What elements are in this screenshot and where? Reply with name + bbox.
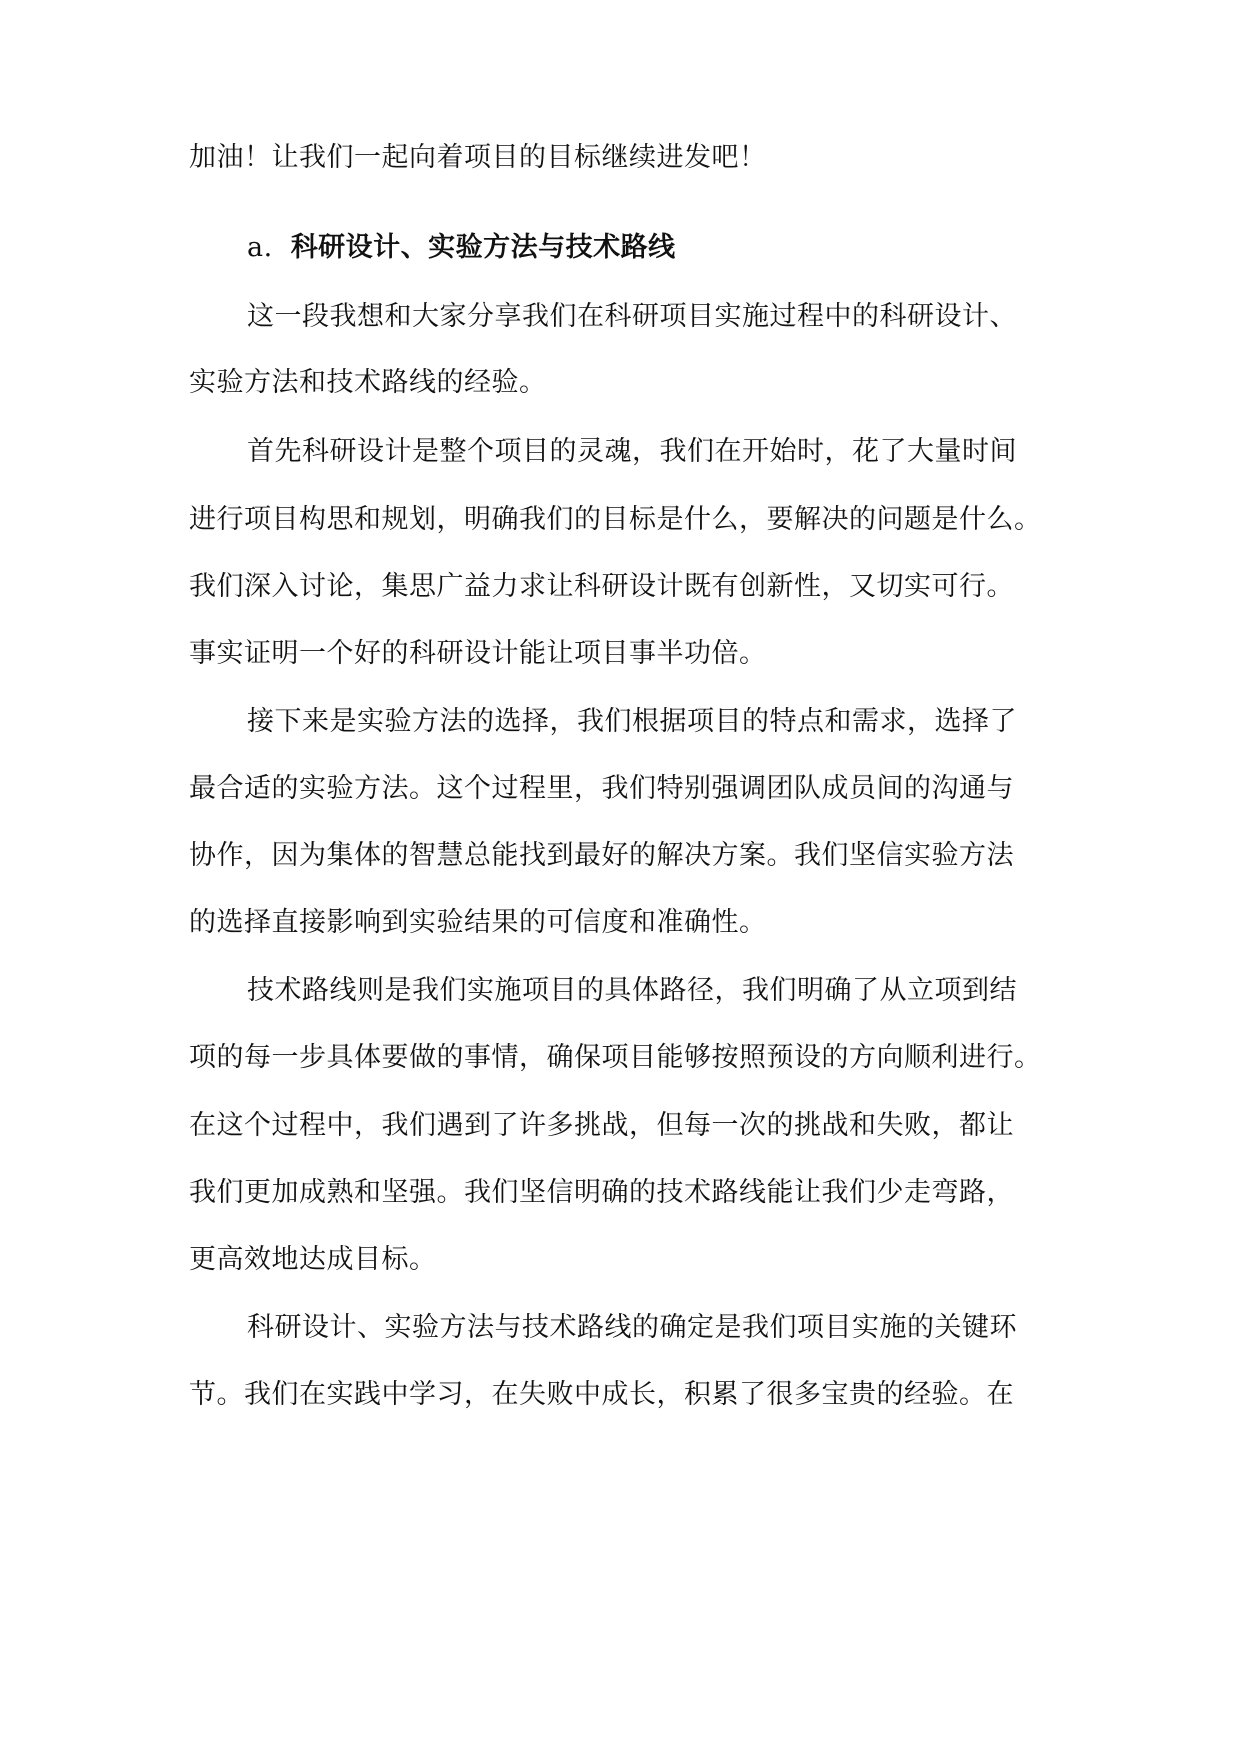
continuation-text: 加油！让我们一起向着项目的目标继续进发吧！ xyxy=(189,142,767,173)
paragraph-3-line-1: 接下来是实验方法的选择，我们根据项目的特点和需求，选择了 xyxy=(247,706,1017,737)
paragraph-3-line-3: 协作，因为集体的智慧总能找到最好的解决方案。我们坚信实验方法 xyxy=(189,840,1014,871)
paragraph-2-line-1: 首先科研设计是整个项目的灵魂，我们在开始时，花了大量时间 xyxy=(247,436,1017,467)
section-marker: a. xyxy=(247,232,273,263)
section-title: 科研设计、实验方法与技术路线 xyxy=(290,232,676,263)
paragraph-4-line-3: 在这个过程中，我们遇到了许多挑战，但每一次的挑战和失败，都让 xyxy=(189,1110,1014,1141)
paragraph-1-line-2: 实验方法和技术路线的经验。 xyxy=(189,367,547,398)
section-heading xyxy=(247,228,1117,268)
paragraph-4-line-1: 技术路线则是我们实施项目的具体路径，我们明确了从立项到结 xyxy=(247,975,1017,1006)
paragraph-3-line-4: 的选择直接影响到实验结果的可信度和准确性。 xyxy=(189,907,767,938)
paragraph-4-line-4: 我们更加成熟和坚强。我们坚信明确的技术路线能让我们少走弯路， xyxy=(189,1177,1014,1208)
paragraph-5-line-2: 节。我们在实践中学习，在失败中成长，积累了很多宝贵的经验。在 xyxy=(189,1379,1014,1410)
paragraph-5-line-1: 科研设计、实验方法与技术路线的确定是我们项目实施的关键环 xyxy=(247,1312,1017,1343)
paragraph-4-line-5: 更高效地达成目标。 xyxy=(189,1244,437,1275)
paragraph-2-line-2: 进行项目构思和规划，明确我们的目标是什么，要解决的问题是什么。 xyxy=(189,504,1042,535)
paragraph-2-line-3: 我们深入讨论，集思广益力求让科研设计既有创新性，又切实可行。 xyxy=(189,571,1014,602)
paragraph-4-line-2: 项的每一步具体要做的事情，确保项目能够按照预设的方向顺利进行。 xyxy=(189,1042,1042,1073)
paragraph-1-line-1: 这一段我想和大家分享我们在科研项目实施过程中的科研设计、 xyxy=(247,301,1017,332)
paragraph-3-line-2: 最合适的实验方法。这个过程里，我们特别强调团队成员间的沟通与 xyxy=(189,773,1014,804)
paragraph-2-line-4: 事实证明一个好的科研设计能让项目事半功倍。 xyxy=(189,638,767,669)
